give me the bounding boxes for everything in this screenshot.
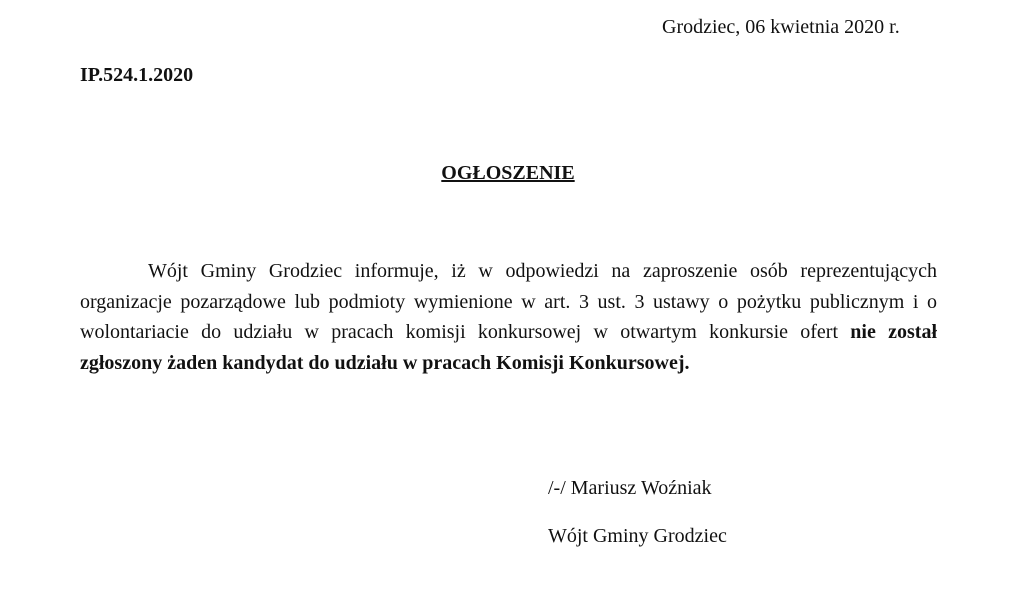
body-regular-text: Wójt Gminy Grodziec informuje, iż w odpowiedzi na zaproszenie osób reprezentujących organizacje pozarządowe lub podmioty wymienione w art. 3 ust. 3 ustawy o pożytku publicznym i o wolontariacie do udziału w pracach komisji konkursowej w otwartym konkursie ofert — [80, 260, 937, 343]
announcement-body — [80, 256, 937, 378]
signature-name: /-/ Mariusz Woźniak — [548, 477, 712, 499]
reference-number: IP.524.1.2020 — [80, 64, 194, 86]
document-title: OGŁOSZENIE — [441, 162, 575, 184]
signature-position: Wójt Gminy Grodziec — [548, 525, 727, 547]
body-bold-text: nie został zgłoszony żaden kandydat do udziału w pracach Komisji Konkursowej. — [80, 321, 937, 374]
date-line: Grodziec, 06 kwietnia 2020 r. — [662, 16, 900, 38]
